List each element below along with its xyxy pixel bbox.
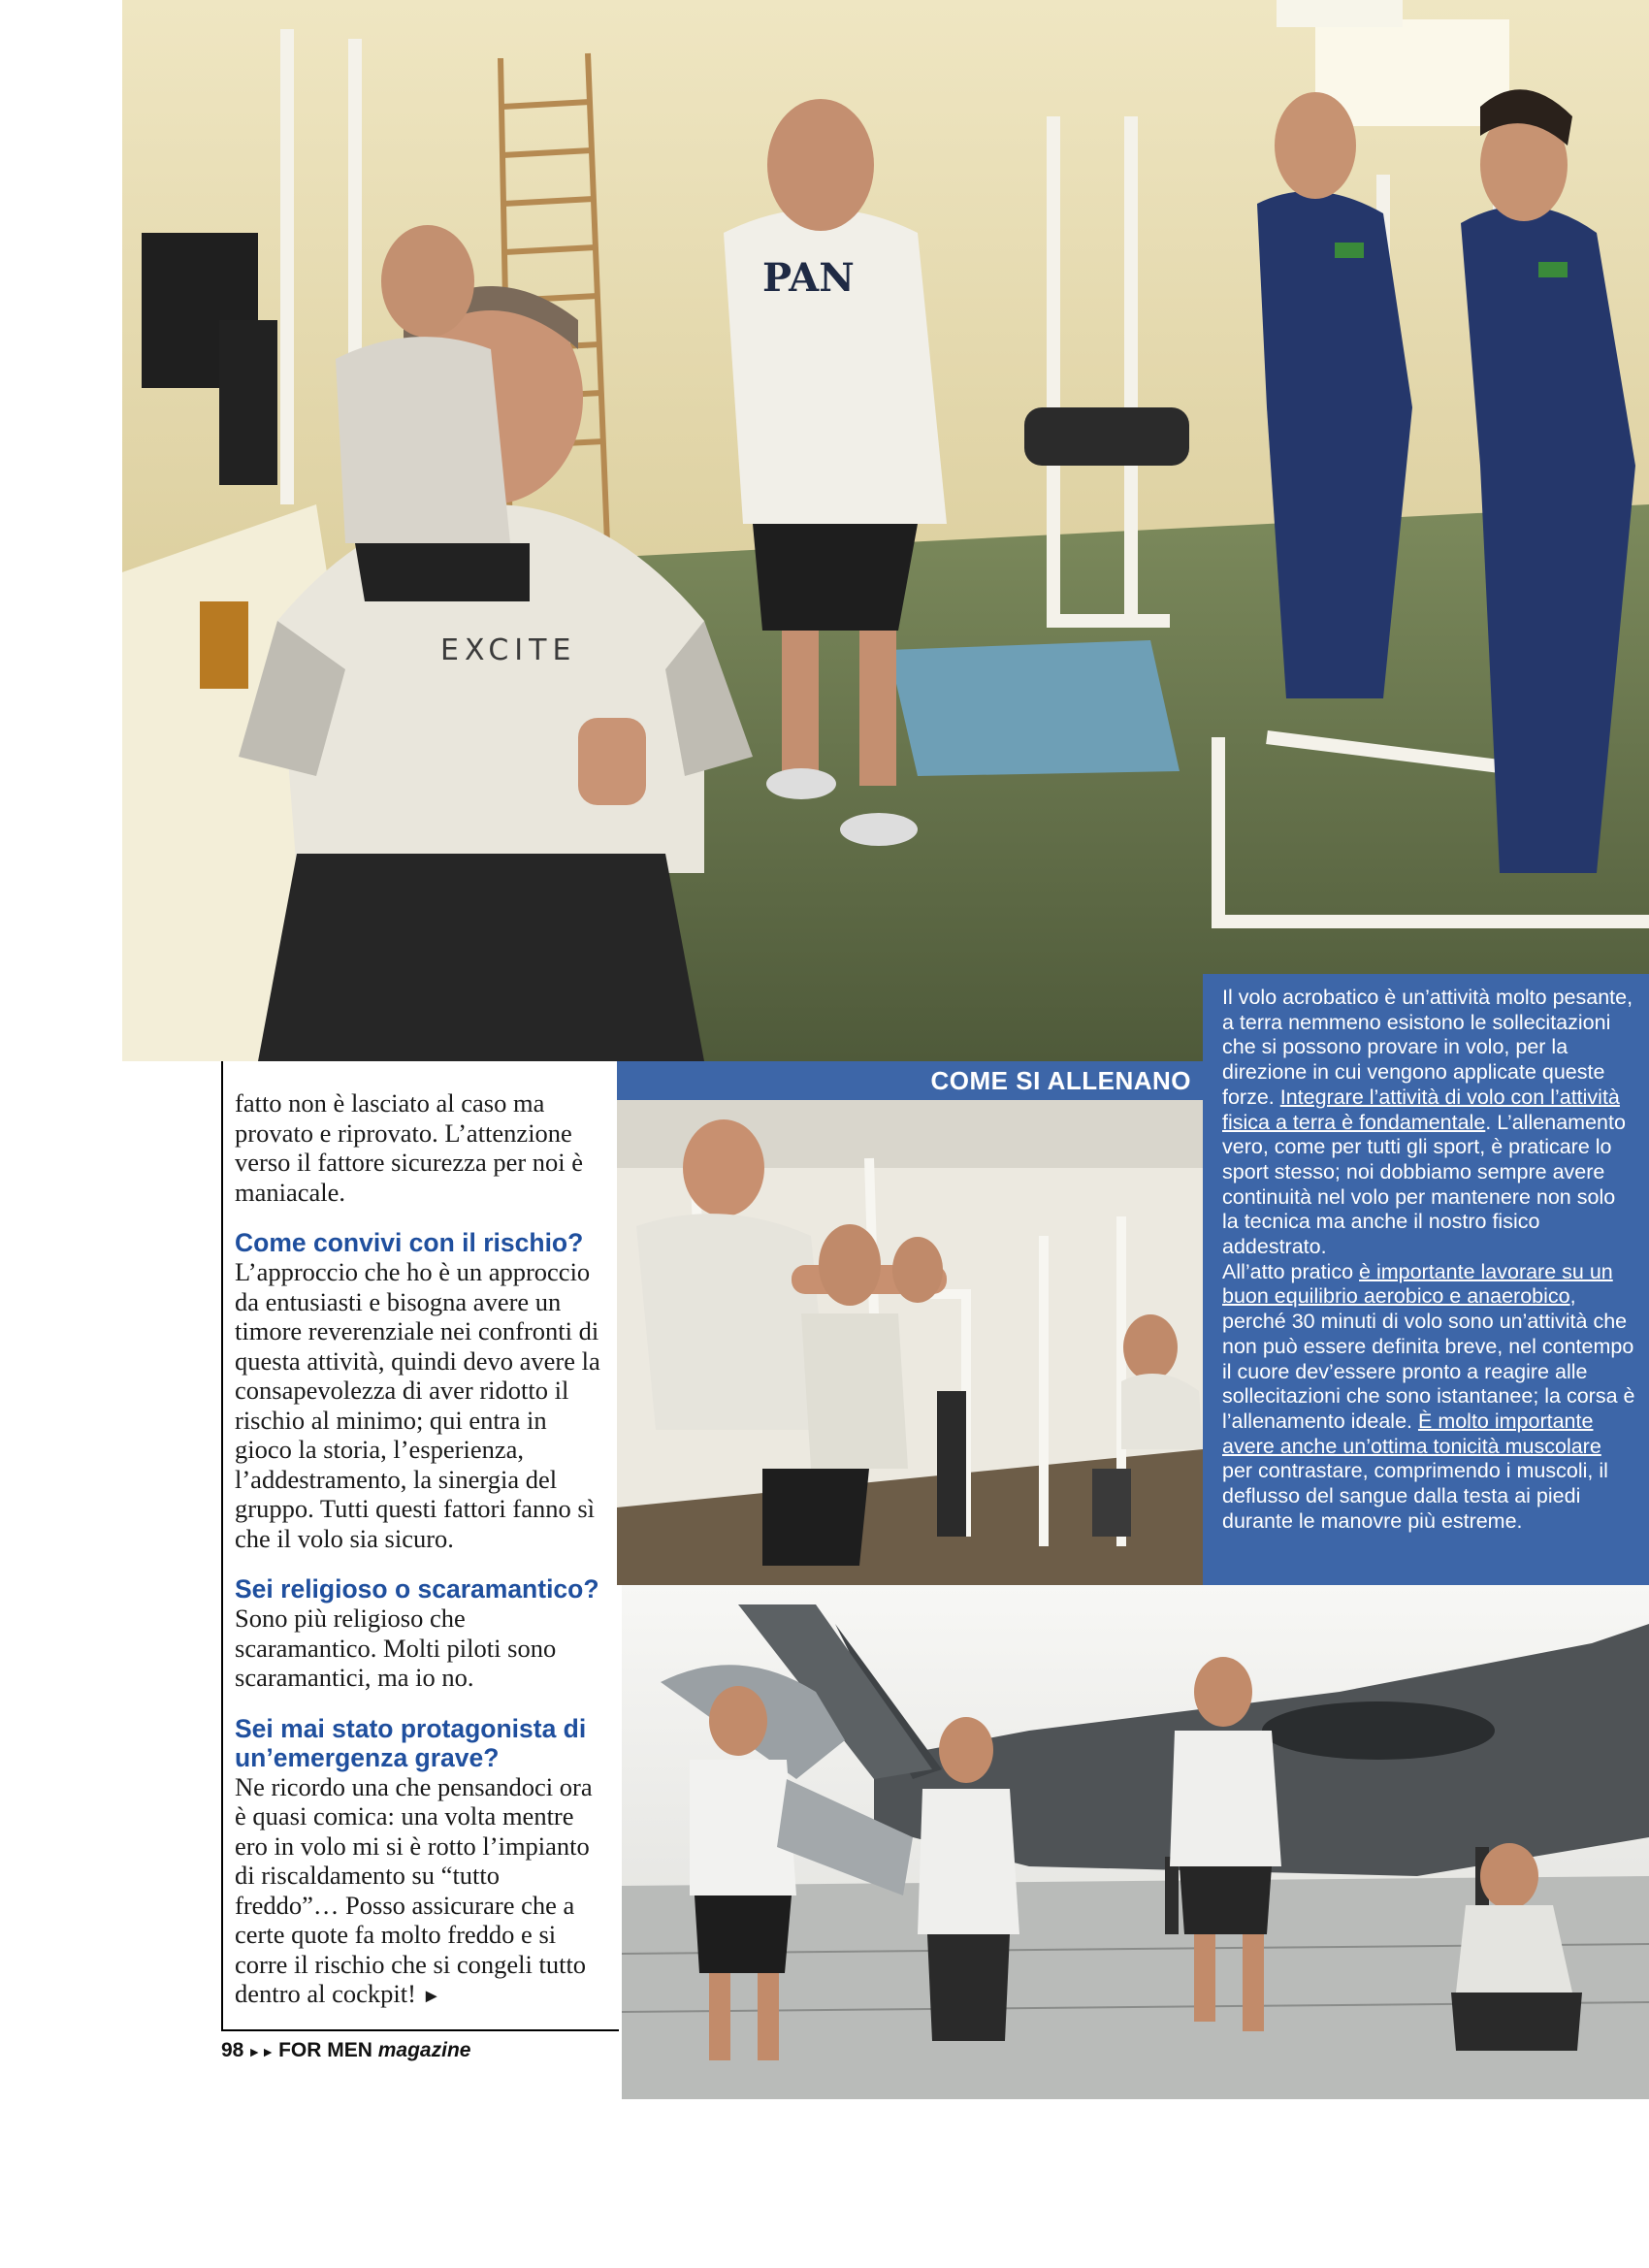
magazine-brand: FOR MEN bbox=[278, 2039, 372, 2061]
magazine-brand-suffix: magazine bbox=[377, 2039, 471, 2061]
answer-emergency-text: Ne ricordo una che pensandoci ora è quasi comica: una volta mentre ero in volo mi si è rotto l’impianto di riscaldamento su “tutto freddo”… Posso assicurare che a certe quote fa molto freddo e si corre il rischio che si congeli tutto dentro al cockpit! bbox=[235, 1771, 593, 2008]
question-emergency: Sei mai stato protagonista di un’emergenza grave? bbox=[235, 1713, 587, 1772]
answer-emergency bbox=[235, 1772, 609, 2012]
sidebar-underlined-text: È molto importante avere anche un’ottima tonicità muscolare bbox=[1222, 1409, 1601, 1458]
arrows-icon: ►► bbox=[247, 2044, 275, 2059]
sidebar-text: Il volo acrobatico è un’attività molto pesante, a terra nemmeno esistono le sollecitazioni che si possono provare in volo, per la direzione in cui vengono applicate queste forze. bbox=[1222, 986, 1633, 1109]
top-photo-gym-training bbox=[122, 0, 1649, 1061]
question-religion: Sei religioso o scaramantico? bbox=[235, 1574, 599, 1604]
page-number: 98 bbox=[221, 2039, 244, 2061]
sidebar-paragraph-1 bbox=[1222, 986, 1635, 1260]
sidebar-underlined-text: Integrare l’attività di volo con l’attività fisica a terra è fondamentale bbox=[1222, 1085, 1620, 1134]
sidebar-text: , perché 30 minuti di volo sono un’attività che non può essere definita breve, nel contempo il cuore dev’essere pronto a reagire alle sollecitazioni che sono istantanee; la corsa è l’allenamento ideale. bbox=[1222, 1284, 1635, 1433]
shirt-text-excite: EXCITE bbox=[440, 633, 577, 667]
answer-religion: Sono più religioso che scaramantico. Molti piloti sono scaramantici, ma io no. bbox=[235, 1604, 557, 1692]
sidebar-text: . L’allenamento vero, come per tutti gli sport, è praticare lo sport stesso; noi dobbiamo sempre avere continuità nel volo per mantenere non solo la tecnica ma anche il nostro fisico addestrato. bbox=[1222, 1110, 1626, 1259]
sidebar-underlined-text: è importante lavorare su un buon equilibrio aerobico e anaerobico bbox=[1222, 1259, 1613, 1309]
sidebar-text: All’atto pratico bbox=[1222, 1259, 1360, 1283]
sidebar-title: COME SI ALLENANO bbox=[617, 1061, 1203, 1100]
middle-photo-exercise-bikes bbox=[617, 1100, 1203, 1585]
end-of-article-icon: ► bbox=[421, 1986, 441, 2007]
answer-risk: L’approccio che ho è un approccio da entusiasti e bisogna avere un timore reverenziale nei confronti di questa attività, quindi devo avere la consapevolezza di aver ridotto il rischio al minimo; qui entra in gioco la storia, l’esperienza, l’addestramento, la sinergia del gruppo. Tutti questi fattori fanno sì che il volo sia sicuro. bbox=[235, 1257, 600, 1553]
question-risk: Come convivi con il rischio? bbox=[235, 1228, 584, 1257]
sidebar-training-box bbox=[1203, 974, 1649, 1585]
answer-continuation: fatto non è lasciato al caso ma provato e riprovato. L’attenzione verso il fattore sicurezza per noi è maniacale. bbox=[235, 1088, 584, 1207]
sidebar-paragraph-2 bbox=[1222, 1260, 1635, 1535]
page-footer bbox=[221, 2039, 470, 2062]
shirt-text-pan: PAN bbox=[762, 255, 855, 301]
bottom-photo-runway-training bbox=[622, 1585, 1649, 2099]
interview-column bbox=[221, 1061, 619, 2031]
sidebar-text: per contrastare, comprimendo i muscoli, il deflusso del sangue dalla testa ai piedi durante le manovre più estreme. bbox=[1222, 1459, 1608, 1533]
